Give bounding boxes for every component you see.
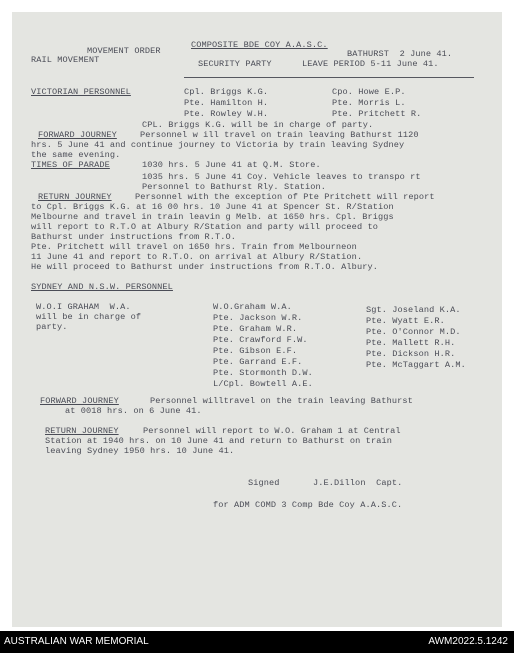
vic-return-line: to Cpl. Briggs K.G. at 16 00 hrs. 10 June 41 at Spencer St. R/Station <box>31 202 394 212</box>
nsw-in-charge-line: W.O.I GRAHAM W.A. <box>36 302 131 312</box>
vic-return-line: 11 June 41 and report to R.T.O. on arrival at Albury R/Station. <box>31 252 363 262</box>
parade-line: 1030 hrs. 5 June 41 at Q.M. Store. <box>142 160 321 170</box>
nsw-member: Pte. Jackson W.R. <box>213 313 303 323</box>
nsw-in-charge-line: party. <box>36 322 68 332</box>
nsw-return-line: Personnel will report to W.O. Graham 1 at Central <box>143 426 401 436</box>
nsw-return-line: leaving Sydney 1950 hrs. 10 June 41. <box>45 446 235 456</box>
parade-line: Personnel to Bathurst Rly. Station. <box>142 182 326 192</box>
vic-in-charge: CPL. Briggs K.G. will be in charge of party. <box>142 120 374 130</box>
vic-member: Pte. Pritchett R. <box>332 109 422 119</box>
archive-footer <box>0 631 514 653</box>
leave-period-label: LEAVE PERIOD 5-11 June 41. <box>302 59 439 69</box>
nsw-member: Pte. Dickson H.R. <box>366 349 456 359</box>
nsw-member: L/Cpl. Bowtell A.E. <box>213 379 313 389</box>
vic-return-line: He will proceed to Bathurst under instructions from R.T.O. Albury. <box>31 262 378 272</box>
nsw-member: Sgt. Joseland K.A. <box>366 305 461 315</box>
movement-order-label: MOVEMENT ORDER <box>87 46 161 56</box>
footer-accession-number: AWM2022.5.1242 <box>428 636 508 647</box>
footer-institution: AUSTRALIAN WAR MEMORIAL <box>4 636 149 647</box>
vic-forward-line: Personnel w ill travel on train leaving Bathurst 1120 <box>140 130 419 140</box>
parade-line: 1035 hrs. 5 June 41 Coy. Vehicle leaves to transpo rt <box>142 172 421 182</box>
signatory-unit: for ADM COMD 3 Comp Bde Coy A.A.S.C. <box>213 500 403 510</box>
nsw-forward-line: at 0018 hrs. on 6 June 41. <box>65 406 202 416</box>
vic-return-line: Melbourne and travel in train leavin g Melb. at 1650 hrs. Cpl. Briggs <box>31 212 394 222</box>
nsw-heading: SYDNEY AND N.S.W. PERSONNEL <box>31 282 173 292</box>
nsw-return-line: Station at 1940 hrs. on 10 June 41 and return to Bathurst on train <box>45 436 392 446</box>
nsw-member: W.O.Graham W.A. <box>213 302 292 312</box>
document-page <box>12 12 502 627</box>
signatory-name: J.E.Dillon Capt. <box>313 478 403 488</box>
nsw-forward-line: Personnel willtravel on the train leaving Bathurst <box>150 396 413 406</box>
vic-member: Pte. Morris L. <box>332 98 406 108</box>
vic-return-line: Pte. Pritchett will travel on 1650 hrs. Train from Melbourneon <box>31 242 357 252</box>
security-party-label: SECURITY PARTY <box>198 59 272 69</box>
vic-member: Cpo. Howe E.P. <box>332 87 406 97</box>
header-rule <box>184 77 474 78</box>
vic-member: Pte. Rowley W.H. <box>184 109 269 119</box>
nsw-return-label: RETURN JOURNEY <box>45 426 119 436</box>
nsw-member: Pte. O'Connor M.D. <box>366 327 461 337</box>
document-title: COMPOSITE BDE COY A.A.S.C. <box>191 40 328 50</box>
signed-label: Signed <box>248 478 280 488</box>
nsw-member: Pte. Wyatt E.R. <box>366 316 445 326</box>
nsw-member: Pte. Crawford F.W. <box>213 335 308 345</box>
nsw-member: Pte. Mallett R.H. <box>366 338 456 348</box>
rail-movement-label: RAIL MOVEMENT <box>31 55 100 65</box>
location-date: BATHURST 2 June 41. <box>347 49 453 59</box>
vic-return-line: Personnel with the exception of Pte Pritchett will report <box>135 192 435 202</box>
vic-member: Cpl. Briggs K.G. <box>184 87 269 97</box>
vic-return-line: Bathurst under instructions from R.T.O. <box>31 232 237 242</box>
nsw-member: Pte. Graham W.R. <box>213 324 298 334</box>
vic-forward-line: hrs. 5 June 41 and continue journey to Victoria by train leaving Sydney <box>31 140 405 150</box>
nsw-forward-label: FORWARD JOURNEY <box>40 396 119 406</box>
nsw-in-charge-line: will be in charge of <box>36 312 142 322</box>
times-of-parade-label: TIMES OF PARADE <box>31 160 110 170</box>
nsw-member: Pte. Stormonth D.W. <box>213 368 313 378</box>
vic-forward-line: the same evening. <box>31 150 121 160</box>
nsw-member: Pte. Garrand E.F. <box>213 357 303 367</box>
nsw-member: Pte. Gibson E.F. <box>213 346 298 356</box>
victorian-heading: VICTORIAN PERSONNEL <box>31 87 131 97</box>
vic-return-line: will report to R.T.O at Albury R/Station and party will proceed to <box>31 222 378 232</box>
nsw-member: Pte. McTaggart A.M. <box>366 360 466 370</box>
vic-forward-label: FORWARD JOURNEY <box>38 130 117 140</box>
vic-member: Pte. Hamilton H. <box>184 98 269 108</box>
vic-return-label: RETURN JOURNEY <box>38 192 112 202</box>
